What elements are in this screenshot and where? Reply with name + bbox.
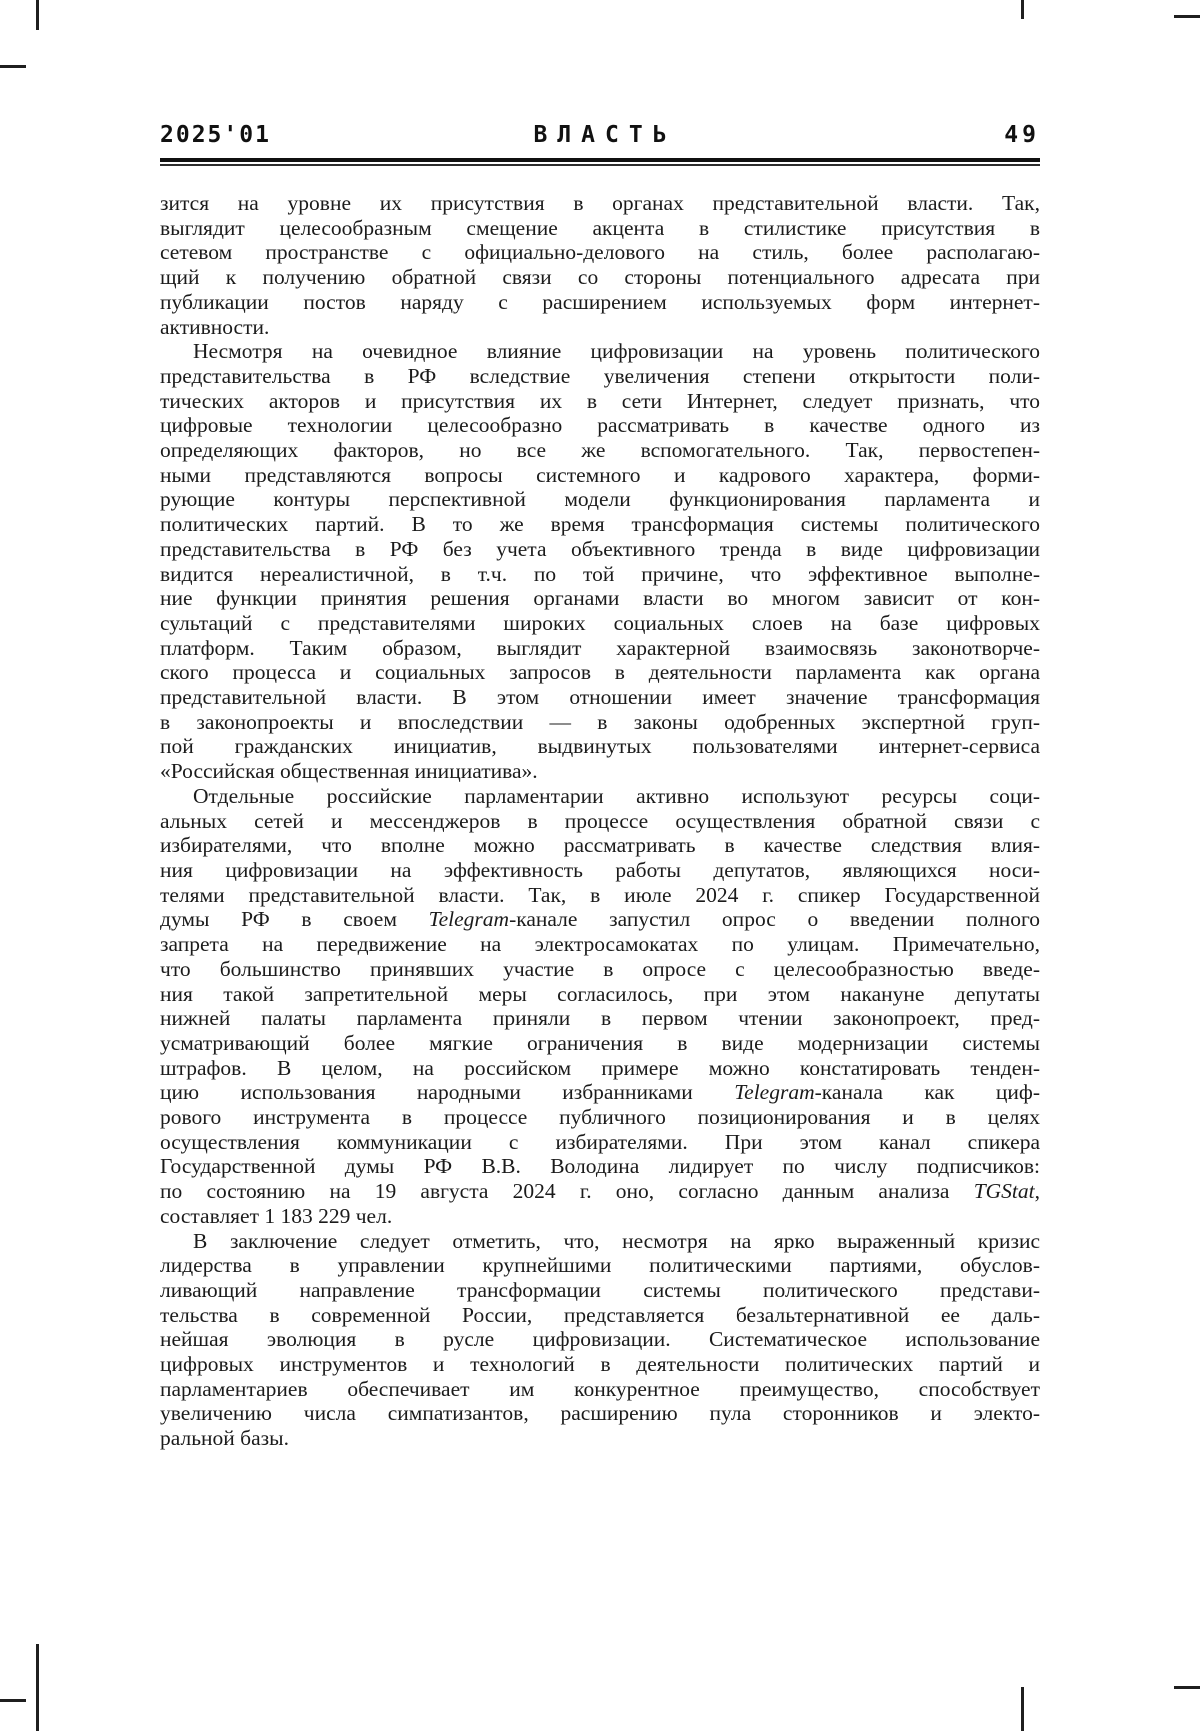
text-line: политических партий. В то же время трансформация системы политического	[160, 512, 1040, 537]
article-body	[160, 191, 1040, 1451]
text-line: ния цифровизации на эффективность работы депутатов, являющихся носи-	[160, 857, 1040, 882]
text-line: сетевом пространстве с официально-делового на стиль, более располагаю-	[160, 240, 1040, 265]
header-rule-thick-line	[160, 158, 1040, 162]
text-line: Государственной думы РФ В.В. Володина лидирует по числу подписчиков:	[160, 1154, 1040, 1179]
text-line: Несмотря на очевидное влияние цифровизации на уровень политического	[193, 339, 1040, 364]
text-line: активности.	[160, 314, 270, 339]
text-line: ральной базы.	[160, 1426, 289, 1451]
text-line: осуществления коммуникации с избирателями. При этом канал спикера	[160, 1129, 1040, 1154]
text-line: «Российская общественная инициатива».	[160, 759, 538, 784]
text-line: представительства в РФ вследствие увеличения степени открытости поли-	[160, 363, 1040, 388]
text-line: зится на уровне их присутствия в органах представительной власти. Так,	[160, 191, 1040, 215]
text-line: по состоянию на 19 августа 2024 г. оно, согласно данным анализа TGStat,	[160, 1179, 1040, 1204]
text-line: пой гражданских инициатив, выдвинутых пользователями интернет-сервиса	[160, 734, 1040, 759]
text-line: штрафов. В целом, на российском примере можно констатировать тенден-	[160, 1055, 1040, 1080]
crop-mark-bottom-right-horizontal	[1174, 1686, 1200, 1689]
text-line: лидерства в управлении крупнейшими политическими партиями, обуслов-	[160, 1253, 1040, 1278]
paragraph	[160, 1229, 1040, 1451]
text-line: публикации постов наряду с расширением используемых форм интернет-	[160, 289, 1040, 314]
header-rule-thin-line	[160, 164, 1040, 166]
crop-mark-top-left-vertical	[36, 0, 39, 30]
text-line: ние функции принятия решения органами власти во многом зависит от кон-	[160, 586, 1040, 611]
text-line: представительной власти. В этом отношении имеет значение трансформация	[160, 685, 1040, 710]
page-header	[160, 118, 1040, 152]
text-line: нижней палаты парламента приняли в первом чтении законопроект, пред-	[160, 1006, 1040, 1031]
text-line: избирателями, что вполне можно рассматривать в качестве следствия влия-	[160, 833, 1040, 858]
text-line: альных сетей и мессенджеров в процессе осуществления обратной связи с	[160, 808, 1040, 833]
journal-title: ВЛАСТЬ	[533, 122, 677, 148]
text-line: определяющих факторов, но все же вспомогательного. Так, первостепен-	[160, 438, 1040, 463]
text-line: запрета на передвижение на электросамокатах по улицам. Примечательно,	[160, 932, 1040, 957]
text-line: тических акторов и присутствия их в сети Интернет, следует признать, что	[160, 388, 1040, 413]
paragraph	[160, 784, 1040, 1229]
text-line: цию использования народными избранниками Telegram-канала как циф-	[160, 1080, 1041, 1105]
text-line: рового инструмента в процессе публичного позиционирования и в целях	[160, 1105, 1040, 1130]
text-line: в законопроекты и впоследствии — в законы одобренных экспертной груп-	[160, 709, 1040, 734]
text-line: ния такой запретительной меры согласилось, при этом накануне депутаты	[160, 981, 1040, 1006]
issue-label: 2025'01	[160, 122, 271, 148]
text-line: представительства в РФ без учета объективного тренда в виде цифровизации	[160, 536, 1040, 561]
text-line: тельства в современной России, представляется безальтернативной ее даль-	[160, 1302, 1040, 1327]
page-number: 49	[1004, 122, 1040, 148]
text-line: выглядит целесообразным смещение акцента в стилистике присутствия в	[160, 215, 1040, 240]
header-rule	[160, 158, 1040, 166]
crop-mark-top-right-vertical	[1021, 0, 1024, 19]
text-line: ными представляются вопросы системного и кадрового характера, форми-	[160, 462, 1040, 487]
text-line: составляет 1 183 229 чел.	[160, 1203, 393, 1228]
text-line: Отдельные российские парламентарии активно используют ресурсы соци-	[193, 783, 1040, 808]
text-line: В заключение следует отметить, что, несмотря на ярко выраженный кризис	[193, 1228, 1040, 1253]
text-line: телями представительной власти. Так, в июле 2024 г. спикер Государственной	[160, 882, 1040, 907]
text-line: что большинство принявших участие в опросе с целесообразностью введе-	[160, 956, 1040, 981]
text-line: цифровые технологии целесообразно рассматривать в качестве одного из	[160, 413, 1040, 438]
text-line: видится нереалистичной, в т.ч. по той причине, что эффективное выполне-	[160, 561, 1040, 586]
text-line: парламентариев обеспечивает им конкурентное преимущество, способствует	[160, 1376, 1040, 1401]
text-line: ского процесса и социальных запросов в деятельности парламента как органа	[160, 660, 1040, 685]
crop-mark-top-right-horizontal	[1174, 15, 1200, 18]
paragraph	[160, 339, 1040, 784]
text-line: нейшая эволюция в русле цифровизации. Систематическое использование	[160, 1327, 1040, 1352]
text-line: щий к получению обратной связи со стороны потенциального адресата при	[160, 265, 1040, 290]
text-line: ливающий направление трансформации системы политического представи-	[160, 1277, 1040, 1302]
crop-mark-bottom-right-vertical	[1021, 1687, 1024, 1731]
crop-mark-bottom-left-vertical	[36, 1644, 39, 1731]
text-line: думы РФ в своем Telegram-канале запустил опрос о введении полного	[160, 907, 1040, 932]
crop-mark-top-left-horizontal	[0, 65, 26, 68]
text-line: платформ. Таким образом, выглядит характерной взаимосвязь законотворче-	[160, 635, 1040, 660]
text-line: усматривающий более мягкие ограничения в виде модернизации системы	[160, 1030, 1040, 1055]
text-line: рующие контуры перспективной модели функционирования парламента и	[160, 487, 1040, 512]
text-line: цифровых инструментов и технологий в деятельности политических партий и	[160, 1352, 1040, 1377]
paragraph	[160, 191, 1040, 339]
text-line: увеличению числа симпатизантов, расширению пула сторонников и электо-	[160, 1401, 1040, 1426]
crop-mark-bottom-left-horizontal	[0, 1699, 26, 1702]
text-line: сультаций с представителями широких социальных слоев на базе цифровых	[160, 610, 1040, 635]
